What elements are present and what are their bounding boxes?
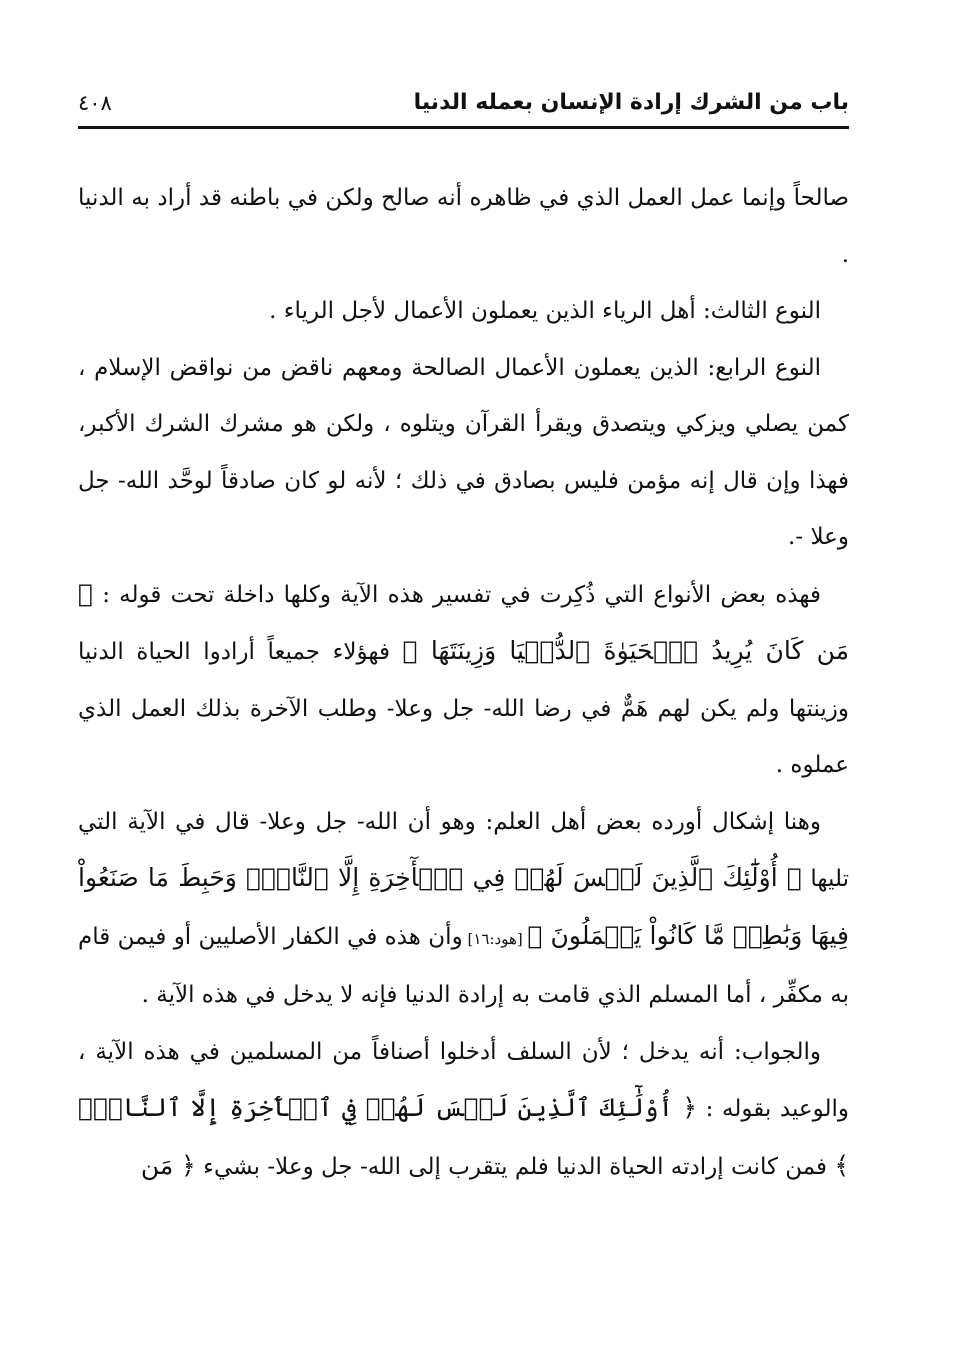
main-text	[78, 170, 849, 1195]
paragraph-text: فهذه بعض الأنواع التي ذُكِرت في تفسير هذه الآية وكلها داخلة تحت قوله :	[93, 581, 821, 608]
paragraph	[78, 794, 849, 1024]
page-number: ٤٠٨	[78, 91, 112, 115]
paragraph-text: فهؤلاء جميعاً أرادوا الحياة الدنيا وزينتها ولم يكن لهم هَمٌّ في رضا الله- جل وعلا- وطلب الآخرة بذلك العمل الذي عملوه .	[78, 639, 849, 778]
paragraph	[78, 1024, 849, 1196]
paragraph	[78, 170, 849, 283]
paragraph-text: صالحاً وإنما عمل العمل الذي في ظاهره أنه صالح ولكن في باطنه قد أراد به الدنيا .	[78, 185, 849, 268]
quran-verse: ﴿ أُوْلَٰٓئِكَ ٱلَّذِينَ لَيۡسَ لَهُمۡ فِي ٱلۡأٓخِرَةِ إِلَّا ٱلنَّارُۖ وَحَبِطَ مَا صَنَعُواْ فِيهَا وَبَٰطِلٞ مَّا كَانُواْ يَعۡمَلُونَ ﴾	[78, 863, 850, 950]
verse-reference: [هود:١٦]	[462, 929, 528, 948]
quran-verse: ﴿ مَن كَانَ يُرِيدُ ٱلۡحَيَوٰةَ ٱلدُّنۡيَا وَزِينَتَهَا ﴾	[78, 578, 849, 665]
paragraph-text: والجواب: أنه يدخل ؛ لأن السلف أدخلوا أصنافاً من المسلمين في هذه الآية ، والوعيد بقوله :	[78, 1038, 849, 1122]
paragraph-text: وهنا إشكال أورده بعض أهل العلم: وهو أن الله- جل وعلا- قال في الآية التي تليها	[78, 808, 849, 892]
header-divider	[78, 126, 849, 129]
chapter-title: باب من الشرك إرادة الإنسان بعمله الدنيا	[413, 90, 849, 115]
paragraph-text: فمن كانت إرادته الحياة الدنيا فلم يتقرب إلى الله- جل وعلا- بشيء	[195, 1153, 835, 1180]
paragraph	[78, 340, 849, 566]
paragraph	[78, 283, 849, 340]
paragraph	[78, 566, 849, 794]
paragraph-text: النوع الرابع: الذين يعملون الأعمال الصالحة ومعهم ناقض من نواقض الإسلام ، كمن يصلي ويزكي ويتصدق ويقرأ القرآن ويتلوه ، ولكن هو مشرك الشرك الأكبر، فهذا وإن قال إنه مؤمن فليس بصادق في ذلك ؛ لأنه لو كان صادقاً لوحَّد الله- جل وعلا -.	[78, 354, 849, 550]
running-header	[78, 84, 849, 124]
paragraph-text: وأن هذه في الكفار الأصليين أو فيمن قام به مكفِّر ، أما المسلم الذي قامت به إرادة الدنيا فإنه لا يدخل في هذه الآية .	[78, 923, 849, 1008]
paragraph-text: النوع الثالث: أهل الرياء الذين يعملون الأعمال لأجل الرياء .	[269, 298, 821, 324]
quran-verse: ﴿ مَن	[140, 1150, 196, 1180]
quran-verse: ﴿ أُوْلَٰٓئِكَ ٱلَّذِينَ لَيۡسَ لَهُمۡ فِي ٱلۡأٓخِرَةِ إِلَّا ٱلنَّارُۖ ﴾	[78, 1093, 849, 1180]
